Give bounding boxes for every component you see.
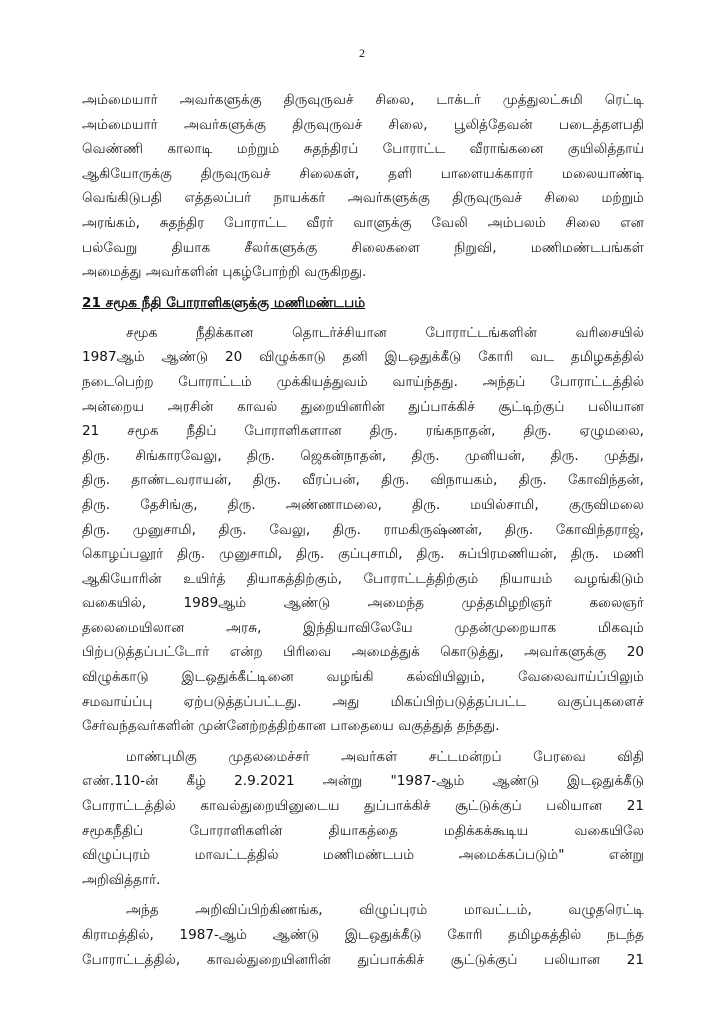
text-line: திரு. தேசிங்கு, திரு. அண்ணாமலை, திரு. மயில்சாமி, குருவிமலை [82, 496, 644, 513]
text-line: பல்வேறு தியாக சீலர்களுக்கு சிலைகளை நிறுவி, மணிமண்டபங்கள் [82, 239, 644, 256]
text-line: சேர்வந்தவர்களின் முன்னேற்றத்திற்கான பாதையை வகுத்துத் தந்தது. [82, 718, 500, 735]
body-paragraph-2 [82, 745, 644, 893]
text-line: ஆகியோரின் உயிர்த் தியாகத்திற்கும், போராட்டத்திற்கும் நியாயம் வழங்கிடும் [82, 570, 644, 587]
text-line: ஆகியோருக்கு திருவுருவச் சிலைகள், தளி பாளையக்காரர் மலையாண்டி [82, 165, 644, 182]
text-line: போராட்டத்தில், காவல்துறையினரின் துப்பாக்கிச் சூட்டுக்குப் பலியான 21 [82, 951, 644, 968]
text-line: மாண்புமிகு முதலமைச்சர் அவர்கள் சட்டமன்றப் பேரவை விதி [126, 748, 644, 765]
text-line: போராட்டத்தில் காவல்துறையினுடைய துப்பாக்கிச் சூட்டுக்குப் பலியான 21 [82, 798, 644, 815]
body-paragraph-1 [82, 321, 644, 739]
intro-paragraph [82, 88, 644, 285]
text-line: விழுக்காடு இடஒதுக்கீட்டினை வழங்கி கல்வியிலும், வேலைவாய்ப்பிலும் [82, 669, 644, 686]
text-line: வெண்ணி காலாடி மற்றும் சுதந்திரப் போராட்ட வீராங்கனை குயிலித்தாய் [82, 141, 644, 158]
text-line: அரங்கம், சுதந்திர போராட்ட வீரர் வாளுக்கு வேலி அம்பலம் சிலை என [82, 214, 644, 231]
text-line: வெங்கிடுபதி எத்தலப்பர் நாயக்கர் அவர்களுக்கு திருவுருவச் சிலை மற்றும் [82, 190, 644, 207]
text-line: கொழப்பலூர் திரு. முனுசாமி, திரு. குப்புசாமி, திரு. சுப்பிரமணியன், திரு. மணி [82, 546, 644, 563]
text-line: அமைத்து அவர்களின் புகழ்போற்றி வருகிறது. [82, 264, 367, 281]
page-number: 2 [359, 46, 365, 60]
text-line: சமூகநீதிப் போராளிகளின் தியாகத்தை மதிக்கக்கூடிய வகையிலே [82, 822, 644, 839]
text-line: நடைபெற்ற போராட்டம் முக்கியத்துவம் வாய்ந்தது. அந்தப் போராட்டத்தில் [82, 373, 644, 390]
text-line: அன்றைய அரசின் காவல் துறையினரின் துப்பாக்கிச் சூட்டிற்குப் பலியான [82, 398, 644, 415]
text-line: 1987ஆம் ஆண்டு 20 விழுக்காடு தனி இடஒதுக்கீடு கோரி வட தமிழகத்தில் [82, 349, 644, 366]
body-paragraph-3 [82, 898, 644, 972]
text-line: பிற்படுத்தப்பட்டோர் என்ற பிரிவை அமைத்துக் கொடுத்து, அவர்களுக்கு 20 [82, 644, 644, 661]
text-line: தலைமையிலான அரசு, இந்தியாவிலேயே முதன்முறையாக மிகவும் [82, 619, 644, 636]
section-heading: 21 சமூக நீதி போராளிகளுக்கு மணிமண்டபம் [82, 294, 366, 311]
text-line: அம்மையார் அவர்களுக்கு திருவுருவச் சிலை, பூலித்தேவன் படைத்தளபதி [82, 116, 644, 133]
text-line: திரு. முனுசாமி, திரு. வேலு, திரு. ராமகிருஷ்ணன், திரு. கோவிந்தராஜ், [82, 521, 644, 538]
text-line: எண்.110-ன் கீழ் 2.9.2021 அன்று "1987-ஆம் ஆண்டு இடஒதுக்கீடு [82, 773, 644, 790]
text-line: சமூக நீதிக்கான தொடர்ச்சியான போராட்டங்களின் வரிசையில் [126, 324, 644, 341]
text-line: வகையில், 1989ஆம் ஆண்டு அமைந்த முத்தமிழறிஞர் கலைஞர் [82, 595, 644, 612]
text-line: திரு. சிங்காரவேலு, திரு. ஜெகன்நாதன், திரு. முனியன், திரு. முத்து, [82, 447, 644, 464]
text-line: 21 சமூக நீதிப் போராளிகளான திரு. ரங்கநாதன், திரு. ஏழுமலை, [82, 423, 644, 440]
document-body [82, 88, 644, 972]
text-line: அறிவித்தார். [82, 871, 161, 888]
text-line: விழுப்புரம் மாவட்டத்தில் மணிமண்டபம் அமைக்கப்படும்" என்று [82, 847, 644, 864]
text-line: திரு. தாண்டவராயன், திரு. வீரப்பன், திரு. விநாயகம், திரு. கோவிந்தன், [82, 472, 644, 489]
text-line: அம்மையார் அவர்களுக்கு திருவுருவச் சிலை, டாக்டர் முத்துலட்சுமி ரெட்டி [82, 92, 644, 108]
text-line: அந்த அறிவிப்பிற்கிணங்க, விழுப்புரம் மாவட்டம், வழுதரெட்டி [126, 902, 644, 919]
text-line: கிராமத்தில், 1987-ஆம் ஆண்டு இடஒதுக்கீடு கோரி தமிழகத்தில் நடந்த [82, 927, 644, 943]
text-line: சமவாய்ப்பு ஏற்படுத்தப்பட்டது. அது மிகப்பிற்படுத்தப்பட்ட வகுப்புகளைச் [82, 693, 644, 710]
